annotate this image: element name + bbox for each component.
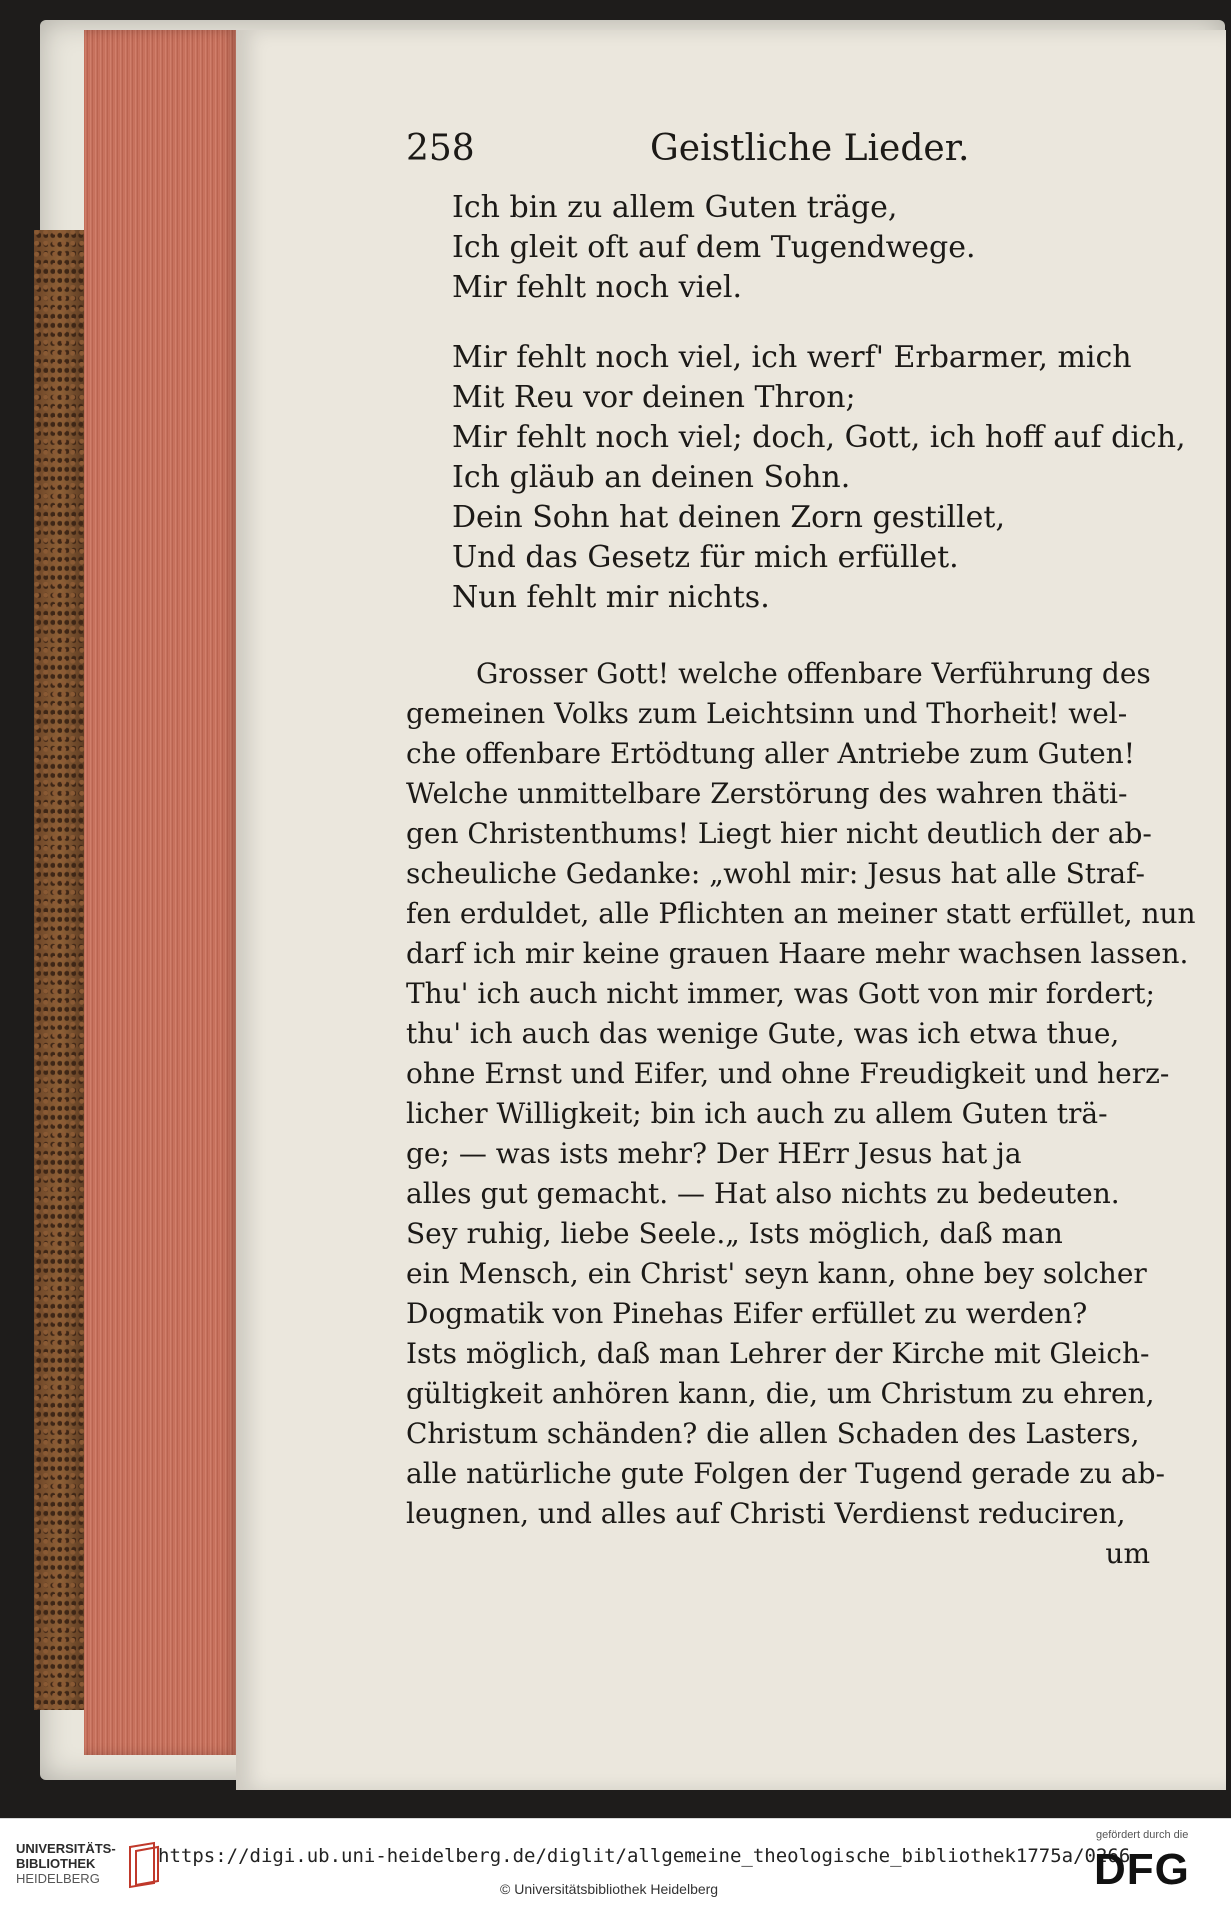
verse-line: Mir fehlt noch viel. [452, 270, 743, 305]
prose-line: ein Mensch, ein Christ' seyn kann, ohne bey solcher [406, 1257, 1147, 1290]
library-name-line: BIBLIOTHEK [16, 1856, 96, 1871]
prose-line: Grosser Gott! welche offenbare Verführung des [476, 657, 1151, 690]
prose-line: scheuliche Gedanke: „wohl mir: Jesus hat alle Straf- [406, 857, 1145, 890]
prose-line: darf ich mir keine grauen Haare mehr wachsen lassen. [406, 937, 1189, 970]
prose-line: leugnen, und alles auf Christi Verdienst reduciren, [406, 1497, 1126, 1530]
verse-line: Ich bin zu allem Guten träge, [452, 190, 898, 225]
copyright-notice: © Universitätsbibliothek Heidelberg [500, 1881, 719, 1897]
prose-line: alles gut gemacht. — Hat also nichts zu bedeuten. [406, 1177, 1120, 1210]
prose-line: thu' ich auch das wenige Gute, was ich etwa thue, [406, 1017, 1120, 1050]
verse-line: Mir fehlt noch viel; doch, Gott, ich hoff auf dich, [452, 420, 1186, 455]
prose-line: gültigkeit anhören kann, die, um Christum zu ehren, [406, 1377, 1155, 1410]
page-header [406, 128, 1154, 188]
page-edges [84, 30, 240, 1755]
prose-line: alle natürliche gute Folgen der Tugend gerade zu ab- [406, 1457, 1165, 1490]
prose-line: gemeinen Volks zum Leichtsinn und Thorheit! wel- [406, 697, 1128, 730]
dfg-logo[interactable]: DFG [1094, 1845, 1190, 1894]
catchword: um [1105, 1537, 1150, 1570]
prose-line: ge; — was ists mehr? Der HErr Jesus hat ja [406, 1137, 1022, 1170]
prose-line: che offenbare Ertödtung aller Antriebe zum Guten! [406, 737, 1136, 770]
prose-line: Welche unmittelbare Zerstörung des wahren thäti- [406, 777, 1128, 810]
verse-line: Dein Sohn hat deinen Zorn gestillet, [452, 500, 1005, 535]
permalink-url[interactable]: https://digi.ub.uni-heidelberg.de/diglit/allgemeine_theologische_bibliothek1775a/0266 [158, 1845, 1131, 1867]
stanza-2 [452, 338, 1186, 618]
running-title: Geistliche Lieder. [650, 128, 970, 169]
library-name-line: HEIDELBERG [16, 1871, 100, 1886]
prose-line: gen Christenthums! Liegt hier nicht deutlich der ab- [406, 817, 1152, 850]
verse-line: Nun fehlt mir nichts. [452, 580, 770, 615]
prose-line: fen erduldet, alle Pflichten an meiner statt erfüllet, nun [406, 897, 1196, 930]
verse-line: Und das Gesetz für mich erfüllet. [452, 540, 959, 575]
library-name-line: UNIVERSITÄTS- [16, 1841, 116, 1856]
stanza-1 [452, 188, 1154, 308]
viewer-footer [0, 1818, 1231, 1910]
funding-label: gefördert durch die [1096, 1829, 1189, 1841]
verse-line: Mit Reu vor deinen Thron; [452, 380, 856, 415]
prose-line: ohne Ernst und Eifer, und ohne Freudigkeit und herz- [406, 1057, 1170, 1090]
prose-line: Dogmatik von Pinehas Eifer erfüllet zu werden? [406, 1297, 1088, 1330]
page-number: 258 [406, 128, 475, 169]
verse-line: Ich gleit oft auf dem Tugendwege. [452, 230, 976, 265]
prose-line: Thu' ich auch nicht immer, was Gott von mir fordert; [406, 977, 1155, 1010]
marbled-binding [34, 230, 88, 1710]
library-emblem-icon [126, 1841, 162, 1889]
page-text-block [406, 128, 1196, 1574]
prose-paragraph [406, 654, 1196, 1574]
prose-line: Ists möglich, daß man Lehrer der Kirche mit Gleich- [406, 1337, 1150, 1370]
verse-line: Mir fehlt noch viel, ich werf' Erbarmer, mich [452, 340, 1132, 375]
prose-line: licher Willigkeit; bin ich auch zu allem Guten trä- [406, 1097, 1108, 1130]
book-page [236, 30, 1226, 1790]
prose-line: Christum schänden? die allen Schaden des Lasters, [406, 1417, 1140, 1450]
prose-line: Sey ruhig, liebe Seele.„ Ists möglich, daß man [406, 1217, 1063, 1250]
verse-line: Ich gläub an deinen Sohn. [452, 460, 851, 495]
university-library-logo[interactable] [16, 1841, 166, 1901]
